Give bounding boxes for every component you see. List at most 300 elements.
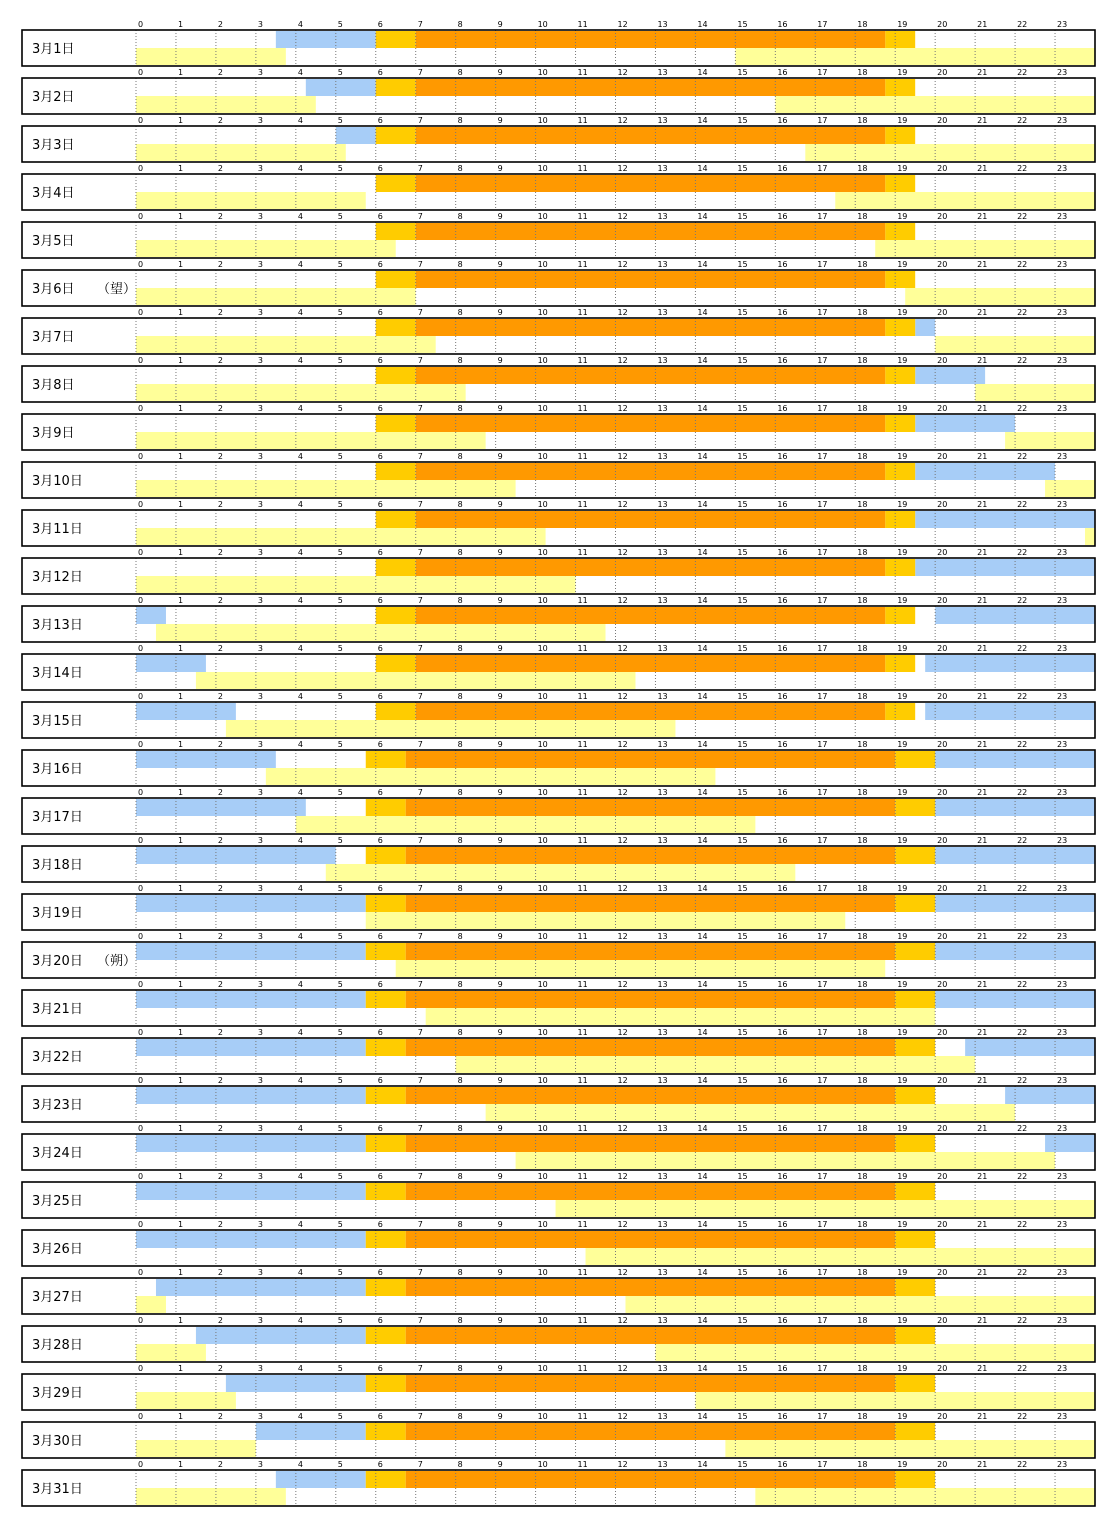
hour-tick-label: 13 (657, 356, 668, 365)
hour-tick-label: 2 (217, 788, 224, 797)
hour-tick-label: 1 (177, 1412, 184, 1421)
hour-tick-label: 14 (697, 116, 708, 125)
hour-tick-label: 15 (737, 308, 748, 317)
hour-tick-label: 3 (257, 1124, 263, 1133)
twilight-bar (885, 175, 915, 192)
hour-tick-label: 13 (657, 644, 668, 653)
hour-tick-label: 12 (617, 1364, 628, 1373)
hour-tick-label: 12 (617, 1268, 628, 1277)
moon-visible-bar (396, 960, 885, 977)
hour-tick-label: 5 (337, 308, 343, 317)
hour-tick-label: 15 (737, 500, 748, 509)
moon-visible-bar (136, 384, 466, 401)
hour-tick-label: 17 (817, 836, 828, 845)
hour-tick-label: 13 (657, 68, 668, 77)
hour-tick-label: 16 (777, 1364, 788, 1373)
hour-tick-label: 2 (217, 980, 224, 989)
night-bar (336, 127, 376, 144)
day-label: 3月31日 (32, 1482, 83, 1497)
hour-tick-label: 8 (457, 1364, 463, 1373)
hour-tick-label: 20 (937, 1364, 948, 1373)
hour-tick-label: 22 (1017, 1220, 1028, 1229)
hour-tick-label: 3 (257, 212, 263, 221)
moon-visible-bar (935, 336, 1095, 353)
hour-tick-label: 22 (1017, 404, 1028, 413)
hour-tick-label: 19 (897, 596, 908, 605)
hour-tick-label: 22 (1017, 1412, 1028, 1421)
hour-tick-label: 23 (1057, 932, 1068, 941)
day-row (22, 20, 1095, 66)
moon-visible-bar (975, 384, 1095, 401)
hour-tick-label: 5 (337, 212, 343, 221)
hour-tick-label: 10 (537, 500, 548, 509)
moon-visible-bar (136, 1296, 166, 1313)
hour-tick-label: 9 (497, 980, 503, 989)
hour-tick-label: 8 (457, 356, 463, 365)
hour-tick-label: 19 (897, 980, 908, 989)
hour-tick-label: 10 (537, 260, 548, 269)
twilight-bar (885, 223, 915, 240)
hour-tick-label: 11 (577, 308, 588, 317)
day-row (22, 1316, 1095, 1362)
hour-tick-label: 9 (497, 788, 503, 797)
hour-tick-label: 16 (777, 308, 788, 317)
hour-tick-label: 4 (297, 212, 303, 221)
daylight-bar (406, 799, 895, 816)
hour-tick-label: 1 (177, 884, 184, 893)
hour-tick-label: 21 (977, 404, 988, 413)
moon-visible-bar (556, 1200, 1095, 1217)
hour-tick-label: 9 (497, 1316, 503, 1325)
twilight-bar (895, 1279, 935, 1296)
hour-tick-label: 15 (737, 692, 748, 701)
hour-tick-label: 12 (617, 548, 628, 557)
hour-tick-label: 17 (817, 452, 828, 461)
day-row (22, 212, 1095, 258)
hour-tick-label: 0 (138, 548, 144, 557)
hour-tick-label: 18 (857, 548, 868, 557)
day-row (22, 932, 1095, 978)
day-label: 3月11日 (32, 522, 83, 537)
twilight-bar (376, 175, 416, 192)
hour-tick-label: 17 (817, 1460, 828, 1469)
twilight-bar (376, 655, 416, 672)
hour-tick-label: 4 (297, 692, 303, 701)
hour-tick-label: 20 (937, 308, 948, 317)
hour-tick-label: 3 (257, 836, 263, 845)
twilight-bar (376, 271, 416, 288)
hour-tick-label: 4 (297, 1460, 303, 1469)
daylight-bar (406, 1135, 895, 1152)
hour-tick-label: 19 (897, 164, 908, 173)
hour-tick-label: 22 (1017, 452, 1028, 461)
hour-tick-label: 12 (617, 1460, 628, 1469)
hour-tick-label: 15 (737, 1268, 748, 1277)
hour-tick-label: 18 (857, 1364, 868, 1373)
hour-tick-label: 19 (897, 20, 908, 29)
hour-tick-label: 13 (657, 788, 668, 797)
hour-tick-label: 6 (377, 452, 383, 461)
hour-tick-label: 11 (577, 932, 588, 941)
hour-tick-label: 9 (497, 212, 503, 221)
hour-tick-label: 6 (377, 1460, 383, 1469)
twilight-bar (885, 367, 915, 384)
day-label: 3月2日 (32, 90, 75, 105)
hour-tick-label: 18 (857, 932, 868, 941)
twilight-bar (885, 559, 915, 576)
hour-tick-label: 6 (377, 1028, 383, 1037)
hour-tick-label: 14 (697, 20, 708, 29)
hour-tick-label: 8 (457, 116, 463, 125)
hour-tick-label: 3 (257, 692, 263, 701)
hour-tick-label: 17 (817, 20, 828, 29)
hour-tick-label: 5 (337, 644, 343, 653)
hour-tick-label: 22 (1017, 260, 1028, 269)
hour-tick-label: 8 (457, 644, 463, 653)
hour-tick-label: 10 (537, 884, 548, 893)
hour-tick-label: 14 (697, 308, 708, 317)
hour-tick-label: 23 (1057, 836, 1068, 845)
hour-tick-label: 6 (377, 596, 383, 605)
hour-tick-label: 17 (817, 740, 828, 749)
hour-tick-label: 20 (937, 836, 948, 845)
twilight-bar (885, 319, 915, 336)
hour-tick-label: 7 (417, 1412, 423, 1421)
hour-tick-label: 19 (897, 356, 908, 365)
hour-tick-label: 16 (777, 68, 788, 77)
hour-tick-label: 9 (497, 404, 503, 413)
day-label: 3月30日 (32, 1434, 83, 1449)
hour-tick-label: 2 (217, 1460, 224, 1469)
day-row (22, 836, 1095, 882)
hour-tick-label: 6 (377, 356, 383, 365)
night-bar (136, 847, 336, 864)
hour-tick-label: 7 (417, 1460, 423, 1469)
hour-tick-label: 20 (937, 1412, 948, 1421)
hour-tick-label: 22 (1017, 548, 1028, 557)
moon-visible-bar (136, 48, 286, 65)
hour-tick-label: 7 (417, 1172, 423, 1181)
moon-visible-bar (1045, 480, 1095, 497)
hour-tick-label: 20 (937, 404, 948, 413)
moon-visible-bar (1085, 528, 1095, 545)
daylight-bar (406, 1039, 895, 1056)
hour-tick-label: 16 (777, 1172, 788, 1181)
hour-tick-label: 2 (217, 1412, 224, 1421)
hour-tick-label: 0 (138, 692, 144, 701)
hour-tick-label: 4 (297, 932, 303, 941)
hour-tick-label: 16 (777, 692, 788, 701)
hour-tick-label: 14 (697, 884, 708, 893)
hour-tick-label: 4 (297, 1268, 303, 1277)
twilight-bar (895, 1039, 935, 1056)
hour-tick-label: 11 (577, 260, 588, 269)
hour-tick-label: 4 (297, 68, 303, 77)
hour-tick-label: 15 (737, 1172, 748, 1181)
hour-tick-label: 15 (737, 1124, 748, 1133)
hour-tick-label: 21 (977, 644, 988, 653)
hour-tick-label: 8 (457, 260, 463, 269)
hour-tick-label: 21 (977, 884, 988, 893)
hour-tick-label: 19 (897, 404, 908, 413)
hour-tick-label: 1 (177, 1316, 184, 1325)
hour-tick-label: 8 (457, 1460, 463, 1469)
night-bar (306, 79, 376, 96)
hour-tick-label: 19 (897, 1268, 908, 1277)
moon-visible-bar (486, 1104, 1015, 1121)
moon-visible-bar (136, 1344, 206, 1361)
hour-tick-label: 19 (897, 452, 908, 461)
hour-tick-label: 22 (1017, 164, 1028, 173)
day-label: 3月25日 (32, 1194, 83, 1209)
hour-tick-label: 2 (217, 20, 224, 29)
hour-tick-label: 3 (257, 1172, 263, 1181)
hour-tick-label: 18 (857, 644, 868, 653)
hour-tick-label: 6 (377, 1172, 383, 1181)
hour-tick-label: 8 (457, 1076, 463, 1085)
hour-tick-label: 1 (177, 20, 184, 29)
moon-visible-bar (136, 1488, 286, 1505)
hour-tick-label: 17 (817, 1028, 828, 1037)
hour-tick-label: 0 (138, 308, 144, 317)
hour-tick-label: 23 (1057, 1172, 1068, 1181)
hour-tick-label: 10 (537, 1028, 548, 1037)
hour-tick-label: 21 (977, 1220, 988, 1229)
day-label: 3月14日 (32, 666, 83, 681)
hour-tick-label: 20 (937, 1124, 948, 1133)
hour-tick-label: 7 (417, 596, 423, 605)
hour-tick-label: 2 (217, 596, 224, 605)
hour-tick-label: 21 (977, 1076, 988, 1085)
daylight-bar (406, 1087, 895, 1104)
hour-tick-label: 23 (1057, 1124, 1068, 1133)
hour-tick-label: 1 (177, 1364, 184, 1373)
hour-tick-label: 10 (537, 644, 548, 653)
hour-tick-label: 15 (737, 836, 748, 845)
night-bar (915, 511, 1095, 528)
hour-tick-label: 19 (897, 836, 908, 845)
hour-tick-label: 3 (257, 260, 263, 269)
hour-tick-label: 21 (977, 548, 988, 557)
hour-tick-label: 1 (177, 308, 184, 317)
hour-tick-label: 22 (1017, 356, 1028, 365)
hour-tick-label: 20 (937, 68, 948, 77)
hour-tick-label: 12 (617, 1220, 628, 1229)
hour-tick-label: 17 (817, 1364, 828, 1373)
twilight-bar (376, 463, 416, 480)
hour-tick-label: 2 (217, 1124, 224, 1133)
hour-tick-label: 5 (337, 1316, 343, 1325)
moon-visible-bar (805, 144, 1095, 161)
hour-tick-label: 18 (857, 308, 868, 317)
twilight-bar (376, 31, 416, 48)
hour-tick-label: 7 (417, 452, 423, 461)
hour-tick-label: 0 (138, 884, 144, 893)
hour-tick-label: 10 (537, 1412, 548, 1421)
hour-tick-label: 4 (297, 452, 303, 461)
hour-tick-label: 0 (138, 356, 144, 365)
day-label: 3月21日 (32, 1002, 83, 1017)
hour-tick-label: 0 (138, 164, 144, 173)
hour-tick-label: 7 (417, 1364, 423, 1373)
day-row (22, 644, 1095, 690)
hour-tick-label: 4 (297, 308, 303, 317)
moon-visible-bar (725, 1440, 1095, 1457)
day-row (22, 404, 1095, 450)
hour-tick-label: 11 (577, 404, 588, 413)
hour-tick-label: 18 (857, 1220, 868, 1229)
hour-tick-label: 17 (817, 1172, 828, 1181)
hour-tick-label: 17 (817, 548, 828, 557)
daylight-bar (406, 1423, 895, 1440)
hour-tick-label: 14 (697, 1412, 708, 1421)
hour-tick-label: 21 (977, 500, 988, 509)
moon-visible-bar (136, 96, 316, 113)
hour-tick-label: 4 (297, 548, 303, 557)
hour-tick-label: 2 (217, 68, 224, 77)
day-label: 3月9日 (32, 426, 75, 441)
hour-tick-label: 3 (257, 1268, 263, 1277)
hour-tick-label: 23 (1057, 260, 1068, 269)
hour-tick-label: 8 (457, 500, 463, 509)
hour-tick-label: 20 (937, 1172, 948, 1181)
hour-tick-label: 5 (337, 164, 343, 173)
hour-tick-label: 9 (497, 68, 503, 77)
hour-tick-label: 11 (577, 1124, 588, 1133)
hour-tick-label: 13 (657, 980, 668, 989)
night-bar (136, 1231, 366, 1248)
hour-tick-label: 11 (577, 596, 588, 605)
hour-tick-label: 13 (657, 932, 668, 941)
hour-tick-label: 18 (857, 1316, 868, 1325)
hour-tick-label: 11 (577, 68, 588, 77)
hour-tick-label: 22 (1017, 308, 1028, 317)
twilight-bar (895, 799, 935, 816)
hour-tick-label: 16 (777, 452, 788, 461)
hour-tick-label: 8 (457, 932, 463, 941)
moon-visible-bar (136, 1440, 256, 1457)
hour-tick-label: 12 (617, 500, 628, 509)
day-label: 3月1日 (32, 42, 75, 57)
hour-tick-label: 17 (817, 692, 828, 701)
hour-tick-label: 0 (138, 980, 144, 989)
hour-tick-label: 11 (577, 1172, 588, 1181)
hour-tick-label: 21 (977, 980, 988, 989)
hour-tick-label: 6 (377, 68, 383, 77)
hour-tick-label: 15 (737, 356, 748, 365)
hour-tick-label: 22 (1017, 20, 1028, 29)
hour-tick-label: 11 (577, 644, 588, 653)
hour-tick-label: 17 (817, 596, 828, 605)
hour-tick-label: 16 (777, 1076, 788, 1085)
day-row (22, 452, 1095, 498)
hour-tick-label: 10 (537, 1460, 548, 1469)
hour-tick-label: 6 (377, 1220, 383, 1229)
hour-tick-label: 18 (857, 260, 868, 269)
hour-tick-label: 11 (577, 1316, 588, 1325)
hour-tick-label: 3 (257, 1460, 263, 1469)
hour-tick-label: 6 (377, 164, 383, 173)
hour-tick-label: 8 (457, 980, 463, 989)
hour-tick-label: 13 (657, 260, 668, 269)
hour-tick-label: 14 (697, 404, 708, 413)
hour-tick-label: 4 (297, 1364, 303, 1373)
hour-tick-label: 20 (937, 1268, 948, 1277)
hour-tick-label: 22 (1017, 1124, 1028, 1133)
night-bar (136, 895, 366, 912)
hour-tick-label: 11 (577, 1460, 588, 1469)
hour-tick-label: 17 (817, 980, 828, 989)
hour-tick-label: 18 (857, 1412, 868, 1421)
hour-tick-label: 2 (217, 836, 224, 845)
hour-tick-label: 5 (337, 884, 343, 893)
hour-tick-label: 21 (977, 788, 988, 797)
hour-tick-label: 21 (977, 596, 988, 605)
daylight-bar (406, 1279, 895, 1296)
hour-tick-label: 19 (897, 644, 908, 653)
day-row (22, 1172, 1095, 1218)
day-row (22, 1364, 1095, 1410)
twilight-bar (885, 127, 915, 144)
hour-tick-label: 15 (737, 1460, 748, 1469)
hour-tick-label: 5 (337, 1124, 343, 1133)
hour-tick-label: 7 (417, 404, 423, 413)
hour-tick-label: 8 (457, 548, 463, 557)
hour-tick-label: 8 (457, 404, 463, 413)
hour-tick-label: 7 (417, 116, 423, 125)
hour-tick-label: 19 (897, 260, 908, 269)
hour-tick-label: 6 (377, 1364, 383, 1373)
hour-tick-label: 23 (1057, 164, 1068, 173)
hour-tick-label: 12 (617, 308, 628, 317)
hour-tick-label: 0 (138, 452, 144, 461)
day-label: 3月8日 (32, 378, 75, 393)
daylight-bar (406, 847, 895, 864)
twilight-bar (895, 751, 935, 768)
twilight-bar (895, 1135, 935, 1152)
hour-tick-label: 21 (977, 740, 988, 749)
hour-tick-label: 12 (617, 980, 628, 989)
hour-tick-label: 4 (297, 740, 303, 749)
hour-tick-label: 3 (257, 356, 263, 365)
hour-tick-label: 6 (377, 308, 383, 317)
hour-tick-label: 18 (857, 452, 868, 461)
hour-tick-label: 14 (697, 932, 708, 941)
hour-tick-label: 1 (177, 356, 184, 365)
hour-tick-label: 18 (857, 836, 868, 845)
hour-tick-label: 10 (537, 308, 548, 317)
twilight-bar (376, 79, 416, 96)
hour-tick-label: 17 (817, 116, 828, 125)
hour-tick-label: 2 (217, 932, 224, 941)
hour-tick-label: 19 (897, 932, 908, 941)
hour-tick-label: 15 (737, 260, 748, 269)
hour-tick-label: 3 (257, 788, 263, 797)
night-bar (915, 559, 1095, 576)
hour-tick-label: 0 (138, 932, 144, 941)
hour-tick-label: 20 (937, 164, 948, 173)
hour-tick-label: 22 (1017, 500, 1028, 509)
moon-visible-bar (735, 48, 1095, 65)
hour-tick-label: 8 (457, 1220, 463, 1229)
hour-tick-label: 14 (697, 836, 708, 845)
hour-tick-label: 15 (737, 596, 748, 605)
twilight-bar (895, 1471, 935, 1488)
hour-tick-label: 21 (977, 1364, 988, 1373)
moon-visible-bar (136, 288, 416, 305)
hour-tick-label: 16 (777, 788, 788, 797)
hour-tick-label: 8 (457, 164, 463, 173)
